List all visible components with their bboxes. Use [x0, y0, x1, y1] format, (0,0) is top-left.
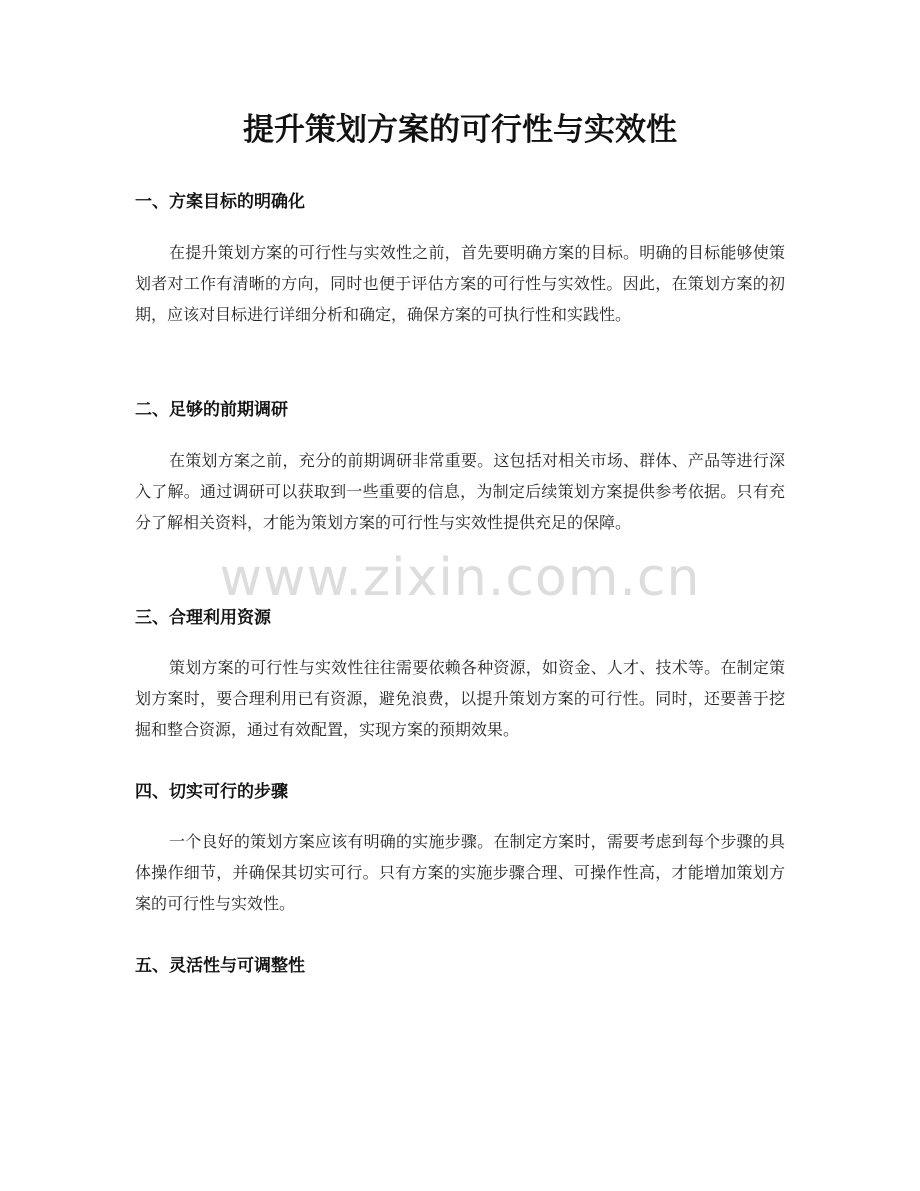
- document-title: 提升策划方案的可行性与实效性: [243, 112, 677, 148]
- section-heading-2: 二、足够的前期调研: [135, 400, 288, 420]
- section-heading-5: 五、灵活性与可调整性: [135, 956, 305, 976]
- section-paragraph-2: 在策划方案之前，充分的前期调研非常重要。这包括对相关市场、群体、产品等进行深入了解。通过调研可以获取到一些重要的信息，为制定后续策划方案提供参考依据。只有充分了解相关资料，才能为策划方案的可行性与实效性提供充足的保障。: [135, 451, 785, 532]
- section-paragraph-1: 在提升策划方案的可行性与实效性之前，首先要明确方案的目标。明确的目标能够使策划者对工作有清晰的方向，同时也便于评估方案的可行性与实效性。因此，在策划方案的初期，应该对目标进行详细分析和确定，确保方案的可执行性和实践性。: [135, 243, 785, 324]
- section-paragraph-4: 一个良好的策划方案应该有明确的实施步骤。在制定方案时，需要考虑到每个步骤的具体操作细节，并确保其切实可行。只有方案的实施步骤合理、可操作性高，才能增加策划方案的可行性与实效性。: [135, 832, 785, 913]
- section-heading-4: 四、切实可行的步骤: [135, 782, 288, 802]
- section-paragraph-3: 策划方案的可行性与实效性往往需要依赖各种资源，如资金、人才、技术等。在制定策划方案时，要合理利用已有资源，避免浪费，以提升策划方案的可行性。同时，还要善于挖掘和整合资源，通过有效配置，实现方案的预期效果。: [135, 658, 785, 739]
- section-heading-1: 一、方案目标的明确化: [135, 192, 305, 212]
- site-watermark: www.zixin.com.cn: [219, 548, 701, 608]
- section-heading-3: 三、合理利用资源: [135, 608, 271, 628]
